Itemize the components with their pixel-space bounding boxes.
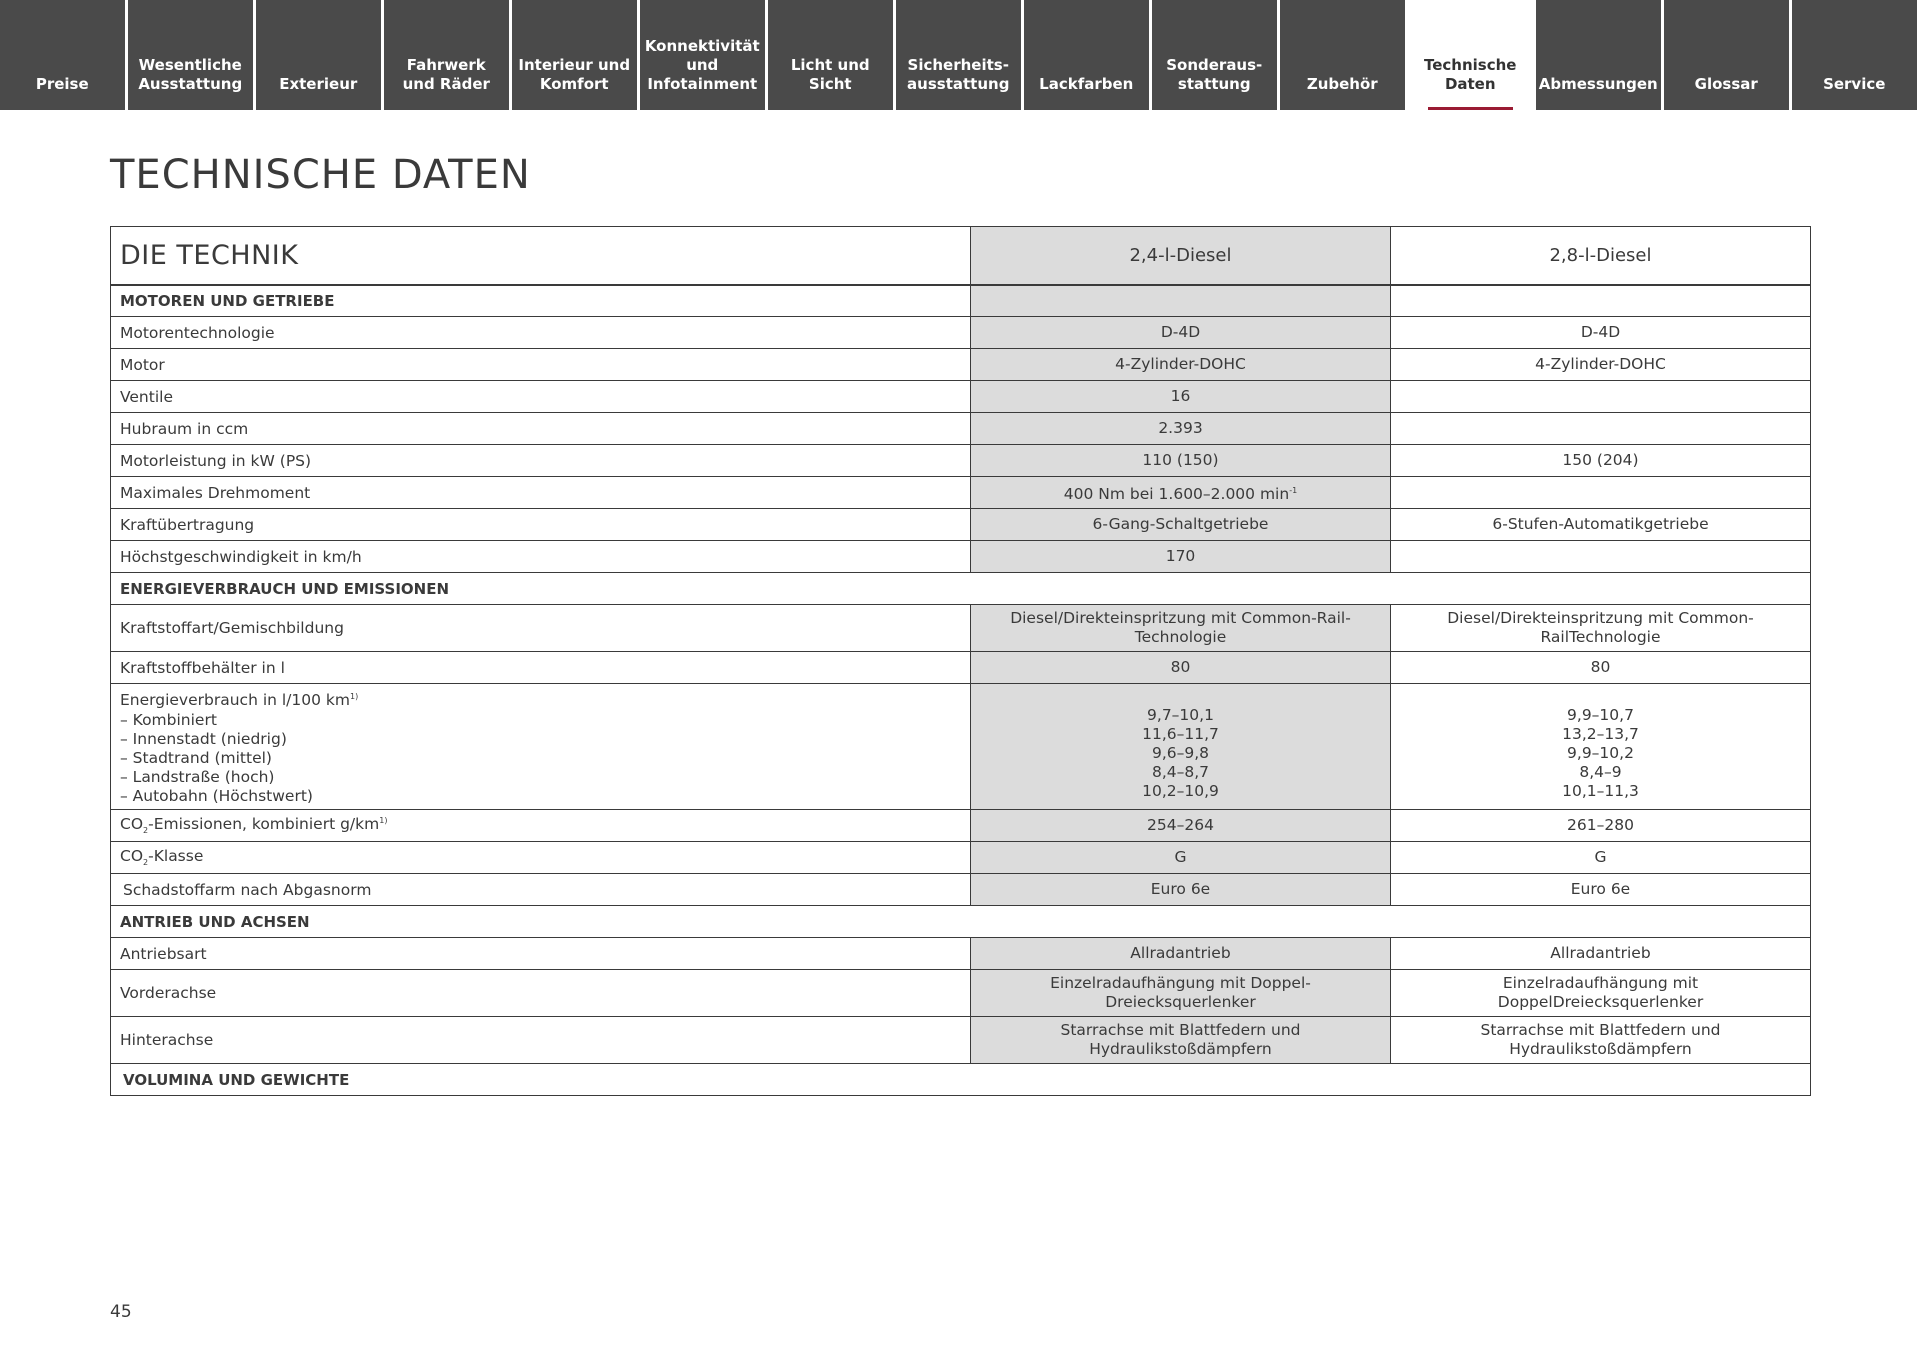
sub-label: – Kombiniert [120, 710, 217, 729]
cell-value [971, 477, 1391, 509]
table-row [111, 874, 1811, 906]
table-header-label: DIE TECHNIK [111, 227, 971, 285]
sub-label: – Landstraße (hoch) [120, 767, 275, 786]
row-label: Motorleistung in kW (PS) [111, 445, 971, 477]
top-navigation [0, 0, 1920, 110]
tab-zubehoer[interactable]: Zubehör [1280, 0, 1405, 110]
subscript: 2 [143, 826, 149, 836]
cell-value: 16 [971, 381, 1391, 413]
cell-value: Allradantrieb [1391, 938, 1811, 970]
cell-value [971, 684, 1391, 810]
tab-abmessungen[interactable]: Abmessungen [1536, 0, 1661, 110]
table-header-row [111, 227, 1811, 285]
cell-value [1391, 541, 1811, 573]
tab-technische-daten[interactable]: Technische Daten [1408, 0, 1533, 110]
row-label-text: CO [120, 847, 144, 866]
cell-value: 261–280 [1391, 810, 1811, 842]
tab-wesentliche-ausstattung[interactable]: Wesentliche Ausstattung [128, 0, 253, 110]
row-label-text: -Klasse [148, 847, 204, 866]
row-label: Motor [111, 349, 971, 381]
section-row-motoren [111, 285, 1811, 317]
column-header-2-4-diesel: 2,4-l-Diesel [971, 227, 1391, 285]
cell-value-line: 11,6–11,7 [1142, 725, 1219, 743]
cell-value-line: 8,4–8,7 [1151, 763, 1210, 781]
cell-value-line: 9,6–9,8 [1151, 744, 1210, 762]
tab-exterieur[interactable]: Exterieur [256, 0, 381, 110]
row-label: Vorderachse [111, 970, 971, 1017]
row-label-text: CO [120, 815, 144, 834]
cell-value: 110 (150) [971, 445, 1391, 477]
cell-value: 150 (204) [1391, 445, 1811, 477]
row-label: Kraftstoffart/Gemischbildung [111, 605, 971, 652]
cell-value-line: 10,2–10,9 [1142, 782, 1219, 800]
cell-value: G [1391, 842, 1811, 874]
row-label: Hubraum in ccm [111, 413, 971, 445]
table-row [111, 652, 1811, 684]
table-row [111, 381, 1811, 413]
row-label [111, 842, 971, 874]
cell-value: 6-Gang-Schaltgetriebe [971, 509, 1391, 541]
spec-table [110, 226, 1811, 1096]
cell-value: G [971, 842, 1391, 874]
row-label: Höchstgeschwindigkeit in km/h [111, 541, 971, 573]
row-label: Maximales Drehmoment [111, 477, 971, 509]
cell-value: Euro 6e [1391, 874, 1811, 906]
subscript: 2 [143, 858, 149, 868]
cell-value-line: 9,9–10,2 [1567, 744, 1634, 762]
sub-label: – Innenstadt (niedrig) [120, 729, 287, 748]
cell-value: Euro 6e [971, 874, 1391, 906]
table-row [111, 684, 1811, 810]
tab-lackfarben[interactable]: Lackfarben [1024, 0, 1149, 110]
tab-konnektivitaet[interactable]: Konnektivität und Infotainment [640, 0, 765, 110]
tab-interieur-und-komfort[interactable]: Interieur und Komfort [512, 0, 637, 110]
footnote-mark: 1) [379, 816, 388, 826]
section-row-volumina [111, 1064, 1811, 1096]
row-label: Antriebsart [111, 938, 971, 970]
row-label: Schadstoffarm nach Abgasnorm [111, 874, 971, 906]
cell-value [1391, 477, 1811, 509]
cell-value-line: 10,1–11,3 [1562, 782, 1639, 800]
cell-value-line: 13,2–13,7 [1562, 725, 1639, 743]
sub-label: – Stadtrand (mittel) [120, 748, 272, 767]
cell-value: Allradantrieb [971, 938, 1391, 970]
cell-value: 2.393 [971, 413, 1391, 445]
section-heading: VOLUMINA UND GEWICHTE [111, 1064, 1811, 1096]
page-title: TECHNISCHE DATEN [110, 152, 531, 198]
cell-value: Einzelradaufhängung mit DoppelDreiecksquerlenker [1391, 970, 1811, 1017]
table-row [111, 842, 1811, 874]
tab-glossar[interactable]: Glossar [1664, 0, 1789, 110]
cell-value-text: 400 Nm bei 1.600–2.000 min [1063, 485, 1290, 504]
table-row [111, 317, 1811, 349]
row-label: Kraftübertragung [111, 509, 971, 541]
cell-value: 170 [971, 541, 1391, 573]
unit-superscript: -1 [1289, 485, 1298, 495]
cell-value: Starrachse mit Blattfedern und Hydraulikstoßdämpfern [971, 1017, 1391, 1064]
cell-value: 80 [1391, 652, 1811, 684]
cell-value: Starrachse mit Blattfedern und Hydraulikstoßdämpfern [1391, 1017, 1811, 1064]
table-row [111, 413, 1811, 445]
row-label-text: Energieverbrauch in l/100 km [120, 691, 350, 710]
section-heading: ENERGIEVERBRAUCH UND EMISSIONEN [111, 573, 1811, 605]
cell-value: Diesel/Direkteinspritzung mit Common-RailTechnologie [1391, 605, 1811, 652]
cell-value: 4-Zylinder-DOHC [1391, 349, 1811, 381]
table-row [111, 970, 1811, 1017]
row-label-text: -Emissionen, kombiniert g/km [148, 815, 380, 834]
row-label [111, 810, 971, 842]
table-row [111, 810, 1811, 842]
cell-value: 80 [971, 652, 1391, 684]
section-heading: MOTOREN UND GETRIEBE [111, 285, 971, 317]
cell-value-line: 9,7–10,1 [1147, 706, 1214, 724]
column-header-2-8-diesel: 2,8-l-Diesel [1391, 227, 1811, 285]
cell-value: 254–264 [971, 810, 1391, 842]
cell-value: 6-Stufen-Automatikgetriebe [1391, 509, 1811, 541]
sub-label: – Autobahn (Höchstwert) [120, 786, 313, 805]
section-row-energie [111, 573, 1811, 605]
section-heading: ANTRIEB UND ACHSEN [111, 906, 1811, 938]
cell-value [1391, 413, 1811, 445]
row-label: Hinterachse [111, 1017, 971, 1064]
tab-service[interactable]: Service [1792, 0, 1917, 110]
section-row-antrieb [111, 906, 1811, 938]
cell-value-line: 9,9–10,7 [1567, 706, 1634, 724]
table-row [111, 541, 1811, 573]
tab-fahrwerk-und-raeder[interactable]: Fahrwerk und Räder [384, 0, 509, 110]
row-label: Kraftstoffbehälter in l [111, 652, 971, 684]
tab-sonderausstattung[interactable]: Sonderaus- stattung [1152, 0, 1277, 110]
row-label: Motorentechnologie [111, 317, 971, 349]
tab-preise[interactable]: Preise [0, 0, 125, 110]
table-row [111, 1017, 1811, 1064]
tab-licht-und-sicht[interactable]: Licht und Sicht [768, 0, 893, 110]
cell-value: Einzelradaufhängung mit Doppel-Dreiecksquerlenker [971, 970, 1391, 1017]
footnote-mark: 1) [350, 692, 359, 702]
table-row [111, 349, 1811, 381]
table-row [111, 509, 1811, 541]
cell-value: D-4D [1391, 317, 1811, 349]
cell-value: 4-Zylinder-DOHC [971, 349, 1391, 381]
table-row [111, 445, 1811, 477]
table-row [111, 605, 1811, 652]
cell-value [1391, 684, 1811, 810]
table-row [111, 938, 1811, 970]
cell-value: D-4D [971, 317, 1391, 349]
tab-sicherheitsausstattung[interactable]: Sicherheits- ausstattung [896, 0, 1021, 110]
table-row [111, 477, 1811, 509]
row-label [111, 684, 971, 810]
cell-value: Diesel/Direkteinspritzung mit Common-Rail-Technologie [971, 605, 1391, 652]
row-label: Ventile [111, 381, 971, 413]
cell-value [1391, 381, 1811, 413]
cell-value-line: 8,4–9 [1579, 763, 1622, 781]
page-number: 45 [110, 1302, 132, 1322]
